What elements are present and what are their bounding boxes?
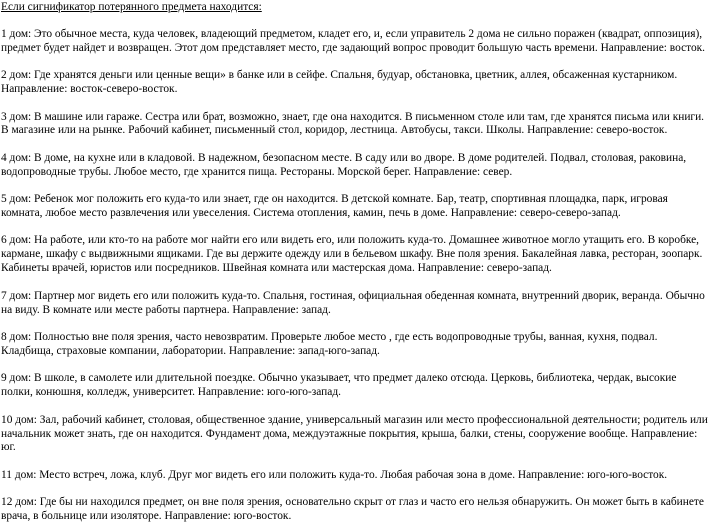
house-1-paragraph: 1 дом: Это обычное места, куда человек, владеющий предметом, кладет его, и, если управитель 2 дома не сильно поражен (квадрат, оппозиция), предмет будет найдет и возвращен. Этот дом представляет место, где задающий вопрос проводит большую часть времени. Направление: восток. — [1, 27, 706, 54]
house-10-paragraph: 10 дом: Зал, рабочий кабинет, столовая, общественное здание, универсальный магазин или место профессиональной деятельности; родитель или начальник может знать, где он находится. Фундамент дома, междуэтажные покрытия, крыша, балки, стены, сооружение вообще. Направление: юг. — [1, 413, 708, 454]
house-11-paragraph: 11 дом: Место встреч, ложа, клуб. Друг мог видеть его или положить куда-то. Любая рабочая зона в доме. Направление: юго-юго-восток. — [1, 468, 668, 481]
house-6-paragraph: 6 дом: На работе, или кто-то на работе мог найти его или видеть его, или положить куда-то. Домашнее животное могло утащить его. В коробке, кармане, шкафу с выдвижными ящиками. Где вы держите одежду или в бельевом шкафу. Вне поля зрения. Бакалейная лавка, ресторан, зоопарк. Кабинеты врачей, юристов или посредников. Швейная комната или мастерская дома. Направление: северо-запад. — [1, 234, 703, 275]
house-7-paragraph: 7 дом: Партнер мог видеть его или положить куда-то. Спальня, гостиная, официальная обеденная комната, внутренний дворик, веранда. Обычно на виду. В комнате или месте работы партнера. Направление: запад. — [1, 289, 705, 316]
house-12-paragraph: 12 дом: Где бы ни находился предмет, он вне поля зрения, основательно скрыт от глаз и часто его нельзя обнаружить. Он может быть в кабинете врача, в больнице или изоляторе. Направление: юго-восток. — [1, 496, 704, 523]
house-4-paragraph: 4 дом: В доме, на кухне или в кладовой. В надежном, безопасном месте. В саду или во дворе. В доме родителей. Подвал, столовая, раковина, водопроводные трубы. Любое место, где хранится пища. Рестораны. Морской берег. Направление: север. — [1, 151, 687, 178]
house-9-paragraph: 9 дом: В школе, в самолете или длительной поездке. Обычно указывает, что предмет далеко отсюда. Церковь, библиотека, чердак, высокие полки, конюшня, колледж, университет. Направление: юго-юго-запад. — [1, 372, 677, 399]
document-heading: Если сигнификатор потерянного предмета находится: — [1, 1, 262, 13]
house-2-paragraph: 2 дом: Где хранятся деньги или ценные вещи» в банке или в сейфе. Спальня, будуар, обстановка, цветник, аллея, обсаженная кустарником. Направление: восток-северо-восток. — [1, 69, 678, 96]
house-list — [1, 28, 708, 524]
house-5-paragraph: 5 дом: Ребенок мог положить его куда-то или знает, где он находится. В детской комнате. Бар, театр, спортивная площадка, парк, игровая комната, любое место развлечения или увеселения. Система отопления, камин, печь в доме. Направление: северо-северо-запад. — [1, 193, 668, 220]
house-3-paragraph: 3 дом: В машине или гараже. Сестра или брат, возможно, знает, где она находится. В письменном столе или там, где хранятся письма или книги. В магазине или на рынке. Рабочий кабинет, письменный стол, коридор, лестница. Автобусы, такси. Школы. Направление: северо-восток. — [1, 110, 705, 137]
house-8-paragraph: 8 дом: Полностью вне поля зрения, часто невозвратим. Проверьте любое место , где есть водопроводные трубы, ванная, кухня, подвал. Кладбища, страховые компании, лаборатории. Направление: запад-юго-запад. — [1, 331, 658, 357]
